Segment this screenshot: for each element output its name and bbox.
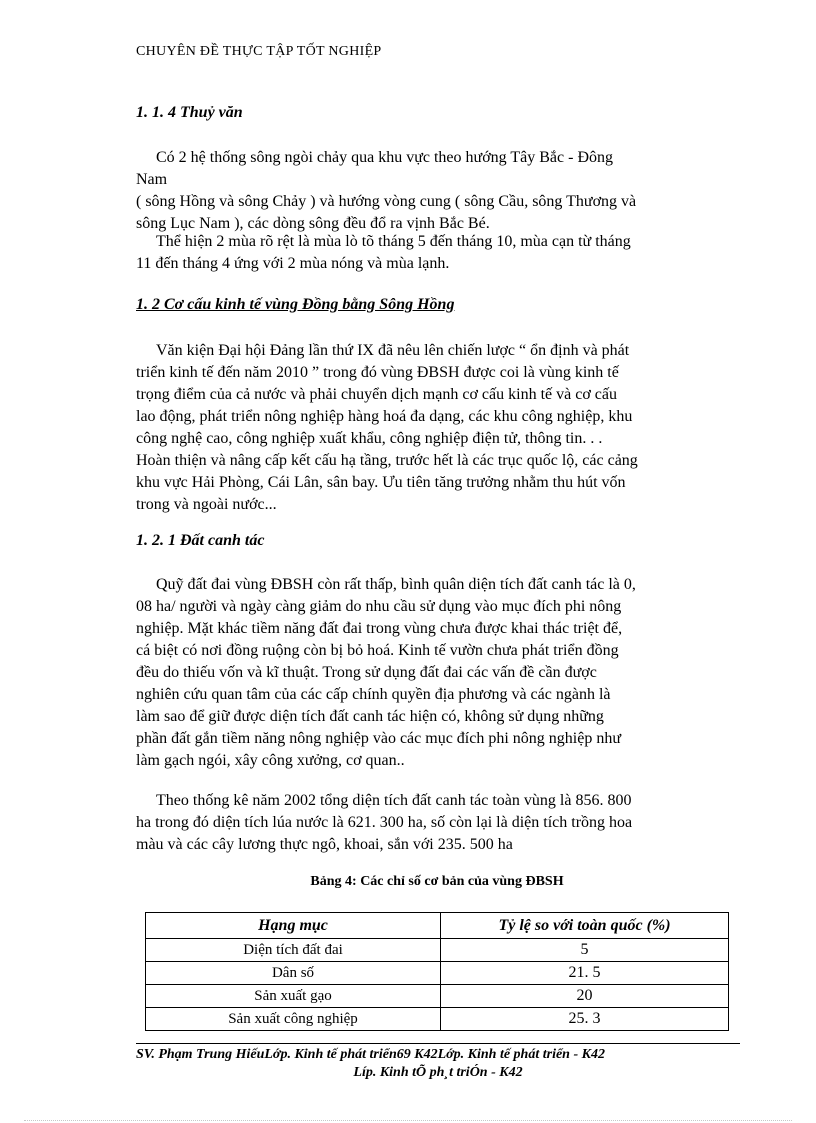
text-line: nghiên cứu quan tâm của các cấp chính quyền địa phương và các ngành là [136,686,611,703]
footer-author-line: SV. Phạm Trung HiếuLớp. Kinh tế phát triển69 K42Lớp. Kinh tế phát triển - K42 [136,1047,605,1062]
text-line: sông Lục Nam ), các dòng sông đều đổ ra vịnh Bắc Bé. [136,215,490,232]
text-line: Theo thống kê năm 2002 tổng diện tích đất canh tác toàn vùng là 856. 800 [156,792,632,809]
footer-divider [136,1043,740,1044]
table-row [146,939,729,962]
text-line: công nghệ cao, công nghiệp xuất khẩu, công nghiệp điện tử, thông tin. . . [136,430,603,447]
text-line: đều do thiếu vốn và kĩ thuật. Trong sử dụng đất đai các vấn đề cần được [136,664,597,681]
running-header: CHUYÊN ĐỀ THỰC TẬP TỐT NGHIỆP [136,44,382,59]
paragraph-hydrology-rivers [136,147,738,235]
table-caption: Bảng 4: Các chỉ số cơ bản của vùng ĐBSH [310,874,564,889]
table-cell-category: Sản xuất công nghiệp [146,1008,441,1031]
heading-hydrology: 1. 1. 4 Thuỷ văn [136,104,243,121]
table-cell-category: Diện tích đất đai [146,939,441,962]
text-line: Văn kiện Đại hội Đảng lần thứ IX đã nêu lên chiến lược “ ổn định và phát [156,342,630,359]
paragraph-economic-structure [136,340,738,516]
table-header-row [146,913,729,939]
text-line: làm sao để giữ được diện tích đất canh tác hiện có, không sử dụng những [136,708,604,725]
text-line: cá biệt có nơi đồng ruộng còn bị bỏ hoá. Kinh tế vườn chưa phát triển đồng [136,642,619,659]
text-line: làm gạch ngói, xây công xưởng, cơ quan.. [136,752,405,769]
table-cell-ratio: 21. 5 [441,962,729,985]
table-cell-ratio: 5 [441,939,729,962]
heading-arable-land: 1. 2. 1 Đất canh tác [136,532,265,549]
text-line: ha trong đó diện tích lúa nước là 621. 300 ha, số còn lại là diện tích trồng hoa [136,814,633,831]
text-line: 08 ha/ người và ngày càng giảm do nhu cầu sử dụng vào mục đích phi nông [136,598,622,615]
table-row [146,1008,729,1031]
text-line: 11 đến tháng 4 ứng với 2 mùa nóng và mùa lạnh. [136,255,450,272]
text-line: ( sông Hồng và sông Chảy ) và hướng vòng cung ( sông Cầu, sông Thương và [136,193,637,210]
indicators-table [145,912,729,1031]
column-header-category: Hạng mục [146,913,441,939]
text-line: màu và các cây lương thực ngô, khoai, sắn với 235. 500 ha [136,836,513,853]
text-line: trọng điểm của cả nước và phải chuyển dịch mạnh cơ cấu kinh tế và cơ cấu [136,386,617,403]
text-line: Nam [136,171,168,188]
table-cell-ratio: 20 [441,985,729,1008]
paragraph-land-statistics [136,790,738,856]
table-cell-category: Sản xuất gạo [146,985,441,1008]
footer-class-line: Líp. Kinh tÕ ph¸t triÓn - K42 [353,1065,523,1080]
text-line: Quỹ đất đai vùng ĐBSH còn rất thấp, bình quân diện tích đất canh tác là 0, [156,576,636,593]
text-line: nghiệp. Mặt khác tiềm năng đất đai trong vùng chưa được khai thác triệt để, [136,620,623,637]
page-bottom-border [24,1120,792,1121]
table-cell-ratio: 25. 3 [441,1008,729,1031]
text-line: Hoàn thiện và nâng cấp kết cấu hạ tầng, trước hết là các trục quốc lộ, các cảng [136,452,638,469]
table-cell-category: Dân số [146,962,441,985]
heading-economic-structure: 1. 2 Cơ cấu kinh tế vùng Đồng bằng Sông Hồng [136,296,455,313]
text-line: phần đất gắn tiềm năng nông nghiệp vào các mục đích phi nông nghiệp như [136,730,621,747]
column-header-ratio: Tỷ lệ so với toàn quốc (%) [441,913,729,939]
text-line: khu vực Hải Phòng, Cái Lân, sân bay. Ưu tiên tăng trưởng nhằm thu hút vốn [136,474,626,491]
text-line: Thể hiện 2 mùa rõ rệt là mùa lò tõ tháng 5 đến tháng 10, mùa cạn từ tháng [156,233,631,250]
paragraph-hydrology-seasons [136,231,738,275]
text-line: triển kinh tế đến năm 2010 ” trong đó vùng ĐBSH được coi là vùng kinh tế [136,364,619,381]
paragraph-arable-land [136,574,738,772]
table-row [146,985,729,1008]
text-line: Có 2 hệ thống sông ngòi chảy qua khu vực theo hướng Tây Bắc - Đông [156,149,613,166]
text-line: trong và ngoài nước... [136,496,277,513]
table-row [146,962,729,985]
text-line: lao động, phát triển nông nghiệp hàng hoá đa dạng, các khu công nghiệp, khu [136,408,633,425]
